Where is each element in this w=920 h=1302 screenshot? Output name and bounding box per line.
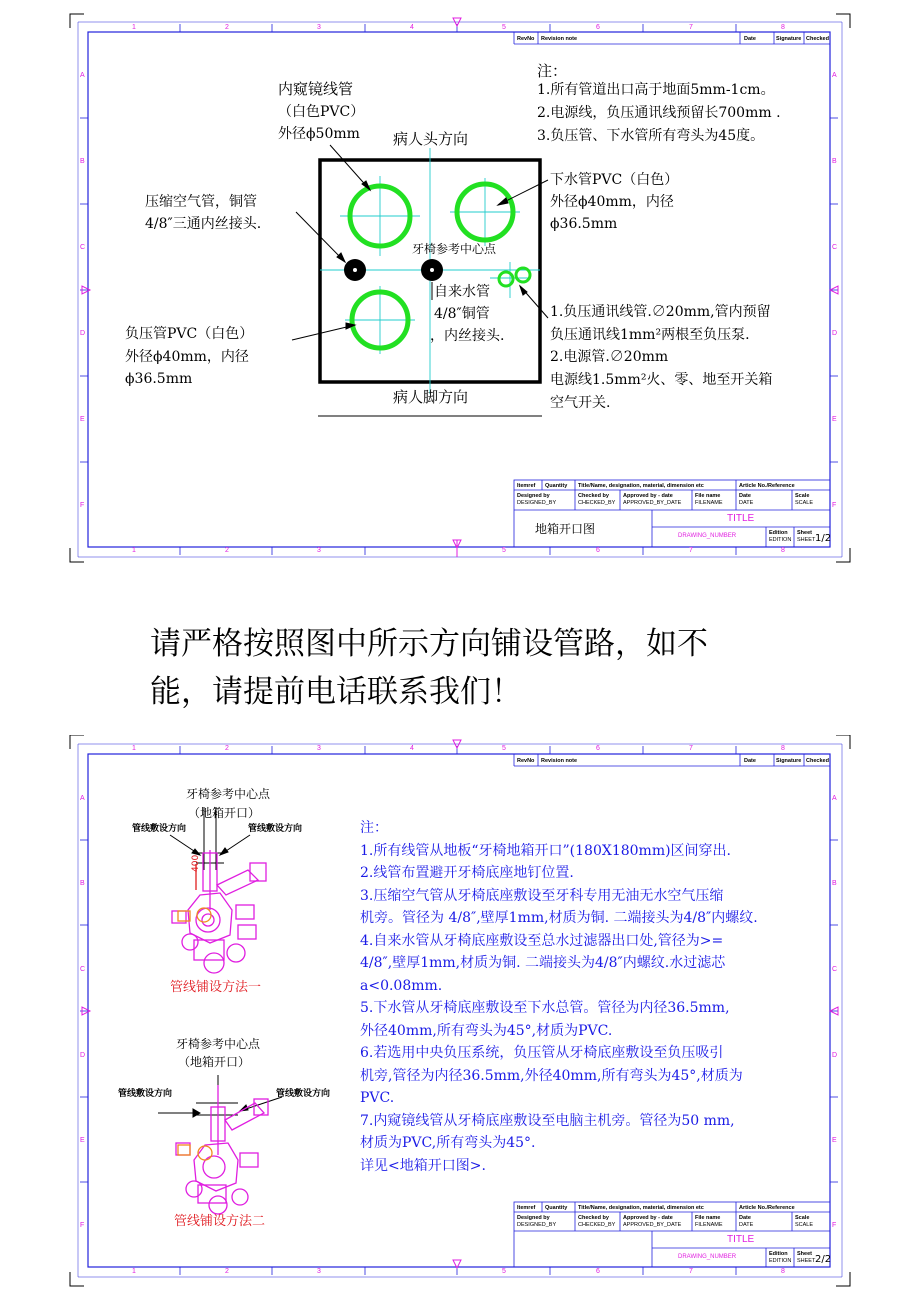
tb2-sheet-label: Sheet bbox=[797, 1251, 812, 1257]
tap-water-fitting: ，内丝接头. bbox=[430, 328, 505, 344]
drain-pipe-od: 外径ϕ40mm，内径 bbox=[550, 194, 674, 210]
d1-direction-left: 管线敷设方向 bbox=[132, 824, 187, 834]
s2-note-8: 详见<地箱开口图>. bbox=[360, 1157, 486, 1174]
checked-label-2: Checked bbox=[806, 758, 829, 764]
tb2-checked-value: CHECKED_BY bbox=[578, 1222, 616, 1228]
s2-note-3a: 3.压缩空气管从牙椅底座敷设至牙科专用无油无水空气压缩 bbox=[360, 887, 724, 904]
tb-drawing-number: DRAWING_NUMBER bbox=[678, 533, 737, 539]
tb2-quantity: Quantity bbox=[545, 1205, 568, 1211]
tb2-sheet-value: SHEET bbox=[797, 1258, 816, 1264]
note-2: 2.电源线，负压通讯线预留长700mm . bbox=[537, 105, 781, 121]
s2-note-2: 2.线管布置避开牙椅底座地钉位置. bbox=[360, 865, 574, 881]
d1-center-sub: （地箱开口） bbox=[188, 806, 261, 820]
checked-label: Checked bbox=[806, 36, 829, 42]
tb-filename-value: FILENAME bbox=[695, 500, 723, 506]
notice-line-1: 请严格按照图中所示方向铺设管路，如不 bbox=[150, 626, 708, 662]
d1-direction-right: 管线敷设方向 bbox=[248, 824, 303, 834]
tb2-titlename: Title/Name, designation, material, dimension etc bbox=[578, 1205, 704, 1211]
tb-approved-value: APPROVED_BY_DATE bbox=[623, 500, 682, 506]
s2-note-6c: PVC. bbox=[360, 1090, 395, 1106]
tb2-designed-value: DESIGNED_BY bbox=[517, 1222, 557, 1228]
tb-sheet-label: Sheet bbox=[797, 530, 812, 536]
tb-date-label: Date bbox=[739, 493, 751, 499]
tb-itemref: Itemref bbox=[517, 483, 536, 489]
tb2-checked-label: Checked by bbox=[578, 1215, 609, 1221]
tb-title: TITLE bbox=[727, 513, 755, 524]
tb-approved-label: Approved by - date bbox=[623, 493, 673, 499]
endoscope-material: （白色PVC） bbox=[278, 104, 365, 120]
vacuum-pipe-label: 负压管PVC（白色） bbox=[125, 326, 254, 342]
d2-caption: 管线铺设方法二 bbox=[174, 1214, 266, 1229]
s2-note-4a: 4.自来水管从牙椅底座敷设至总水过滤器出口处,管径为>= bbox=[360, 932, 724, 949]
d2-direction-left: 管线敷设方向 bbox=[118, 1089, 173, 1099]
signature-label: Signature bbox=[776, 36, 802, 42]
patient-feet-label: 病人脚方向 bbox=[393, 388, 469, 406]
drain-pipe-label: 下水管PVC（白色） bbox=[550, 172, 679, 188]
s2-note-7a: 7.内窥镜线管从牙椅底座敷设至电脑主机旁。管径为50 mm, bbox=[360, 1112, 735, 1129]
d1-center-label: 牙椅参考中心点 bbox=[186, 787, 271, 801]
signal-conduit-line1: 1.负压通讯线管.∅20mm,管内预留 bbox=[550, 304, 771, 320]
date-label-2: Date bbox=[744, 758, 756, 764]
air-pipe-label: 压缩空气管，铜管 bbox=[145, 194, 257, 210]
vacuum-pipe-id: ϕ36.5mm bbox=[125, 371, 193, 387]
endoscope-label: 内窥镜线管 bbox=[278, 80, 354, 98]
tb2-sheet-number: 2/2 bbox=[815, 1254, 832, 1265]
tb2-article: Article No./Reference bbox=[739, 1205, 795, 1211]
tb2-date-label: Date bbox=[739, 1215, 751, 1221]
tb2-edition-label: Edition bbox=[769, 1251, 788, 1257]
tb2-date-value: DATE bbox=[739, 1222, 754, 1228]
tb2-drawing-number: DRAWING_NUMBER bbox=[678, 1254, 737, 1260]
tb-edition-value: EDITION bbox=[769, 537, 792, 543]
tb2-itemref: Itemref bbox=[517, 1205, 536, 1211]
tb2-designed-label: Designed by bbox=[517, 1215, 550, 1221]
power-conduit-line2: 电源线1.5mm²火、零、地至开关箱 bbox=[550, 372, 773, 388]
tb2-title: TITLE bbox=[727, 1234, 755, 1245]
d1-caption: 管线铺设方法一 bbox=[170, 980, 262, 995]
signature-label-2: Signature bbox=[776, 758, 802, 764]
tb-checked-label: Checked by bbox=[578, 493, 609, 499]
d2-direction-right: 管线敷设方向 bbox=[276, 1089, 331, 1099]
s2-note-4c: a<0.08mm. bbox=[360, 977, 443, 994]
tb-filename-label: File name bbox=[695, 493, 721, 499]
tb2-scale-label: Scale bbox=[795, 1215, 810, 1221]
tb-designed-label: Designed by bbox=[517, 493, 550, 499]
tb-article: Article No./Reference bbox=[739, 483, 795, 489]
revision-note-label-2: Revision note bbox=[541, 758, 578, 764]
drain-pipe-id: ϕ36.5mm bbox=[550, 216, 618, 232]
tb-scale-label: Scale bbox=[795, 493, 810, 499]
tb2-filename-label: File name bbox=[695, 1215, 721, 1221]
rev-no-label: RevNo bbox=[517, 36, 535, 42]
s2-note-6b: 机旁,管径为内径36.5mm,外径40mm,所有弯头为45°,材质为 bbox=[360, 1067, 743, 1084]
signal-conduit-line2: 负压通讯线1mm²两根至负压泵. bbox=[550, 327, 750, 343]
installation-notice bbox=[150, 620, 708, 716]
tb-edition-label: Edition bbox=[769, 530, 788, 536]
s2-notes-title: 注： bbox=[360, 820, 388, 836]
d1-dimension: 400 bbox=[191, 854, 201, 872]
tb2-approved-label: Approved by - date bbox=[623, 1215, 673, 1221]
tb-sheet-number: 1/2 bbox=[815, 533, 832, 544]
s2-note-4b: 4/8″,壁厚1mm,材质为铜. 二端接头为4/8″内螺纹.水过滤芯 bbox=[360, 955, 726, 971]
tb-sheet-value: SHEET bbox=[797, 537, 816, 543]
s2-note-7b: 材质为PVC,所有弯头为45°. bbox=[360, 1135, 536, 1151]
tb2-edition-value: EDITION bbox=[769, 1258, 792, 1264]
d2-center-label: 牙椅参考中心点 bbox=[176, 1037, 261, 1051]
notice-line-2: 能，请提前电话联系我们！ bbox=[150, 674, 522, 710]
tb2-approved-value: APPROVED_BY_DATE bbox=[623, 1222, 682, 1228]
chair-center-label: 牙椅参考中心点 bbox=[412, 242, 497, 256]
layout-diagram-2 bbox=[158, 1075, 282, 1214]
tb-quantity: Quantity bbox=[545, 483, 568, 489]
vacuum-pipe-od: 外径ϕ40mm，内径 bbox=[125, 349, 249, 365]
tap-water-pipe: 4/8″铜管 bbox=[434, 306, 490, 322]
drawing-name: 地箱开口图 bbox=[535, 522, 596, 536]
date-label: Date bbox=[744, 36, 756, 42]
tb-checked-value: CHECKED_BY bbox=[578, 500, 616, 506]
sheet2-notes bbox=[360, 817, 830, 1177]
notes-title: 注： bbox=[537, 62, 568, 80]
note-3: 3.负压管、下水管所有弯头为45度。 bbox=[537, 128, 765, 144]
patient-head-label: 病人头方向 bbox=[393, 130, 469, 148]
power-conduit-line3: 空气开关. bbox=[550, 395, 611, 411]
air-pipe-fitting: 4/8″三通内丝接头. bbox=[145, 216, 262, 232]
rev-no-label-2: RevNo bbox=[517, 758, 535, 764]
s2-note-5b: 外径40mm,所有弯头为45°,材质为PVC. bbox=[360, 1022, 613, 1039]
s2-note-6a: 6.若选用中央负压系统，负压管从牙椅底座敷设至负压吸引 bbox=[360, 1045, 724, 1061]
s2-note-5a: 5.下水管从牙椅底座敷设至下水总管。管径为内径36.5mm, bbox=[360, 1000, 730, 1016]
note-1: 1.所有管道出口高于地面5mm-1cm。 bbox=[537, 82, 775, 98]
tb2-filename-value: FILENAME bbox=[695, 1222, 723, 1228]
s2-note-3b: 机旁。管径为 4/8″,壁厚1mm,材质为铜. 二端接头为4/8″内螺纹. bbox=[360, 910, 758, 926]
revision-note-label: Revision note bbox=[541, 36, 578, 42]
s2-note-1: 1.所有线管从地板“牙椅地箱开口”(180X180mm)区间穿出. bbox=[360, 842, 732, 859]
tb-date-value: DATE bbox=[739, 500, 754, 506]
d2-center-sub: （地箱开口） bbox=[178, 1055, 251, 1069]
tb-designed-value: DESIGNED_BY bbox=[517, 500, 557, 506]
tb-scale-value: SCALE bbox=[795, 500, 814, 506]
power-conduit-line1: 2.电源管.∅20mm bbox=[550, 349, 669, 365]
endoscope-diameter: 外径ϕ50mm bbox=[278, 126, 360, 142]
tap-water-label: 自来水管 bbox=[434, 284, 490, 300]
tb2-scale-value: SCALE bbox=[795, 1222, 814, 1228]
tb-titlename: Title/Name, designation, material, dimension etc bbox=[578, 483, 704, 489]
